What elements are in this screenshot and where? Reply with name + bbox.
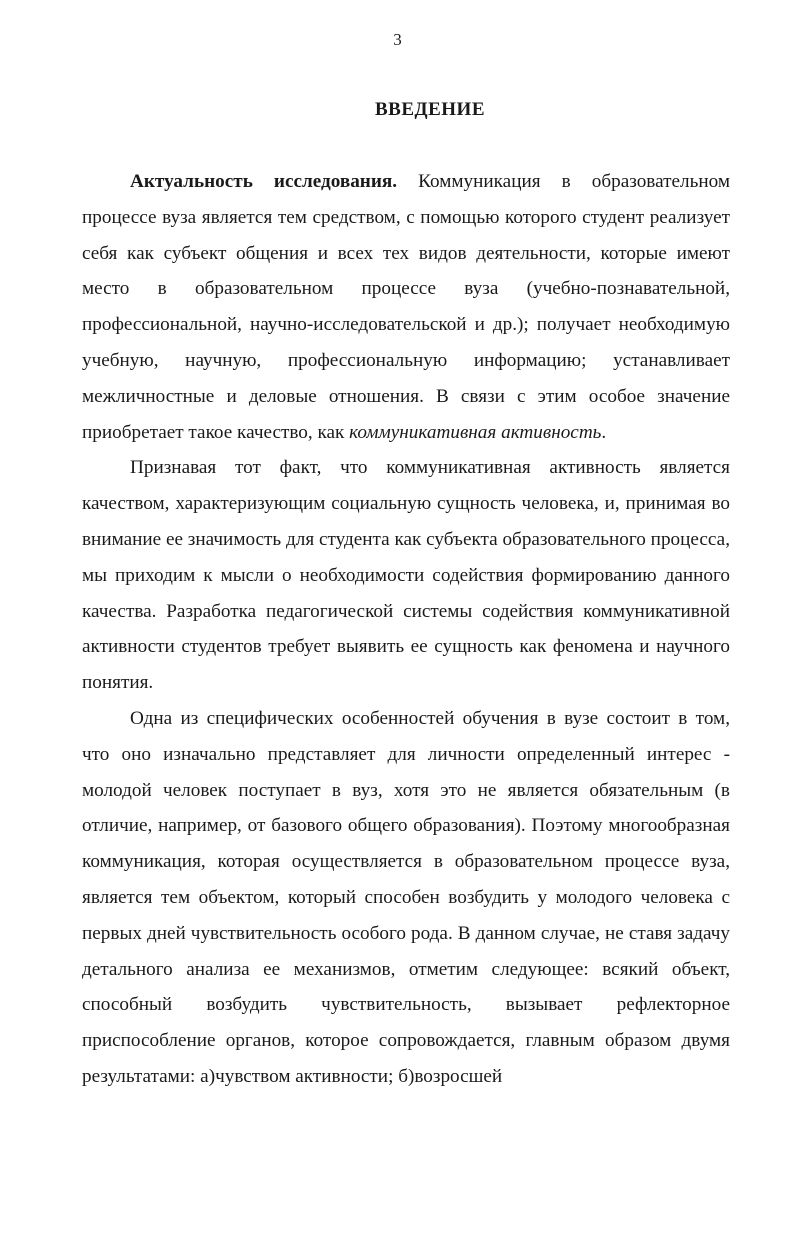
- emphasis-term: коммуникативная активность: [349, 421, 602, 443]
- paragraph-text: Коммуникация в образовательном процессе вуза является тем средством, с помощью которого студент реализует себя как субъект общения и всех тех видов деятельности, которые имеют место в образовательном процессе вуза (учебно-познавательной, профессиональной, научно-исследовательской и др.); получает необходимую учебную, научную, профессиональную информацию; устанавливает межличностные и деловые отношения. В связи с этим особое значение приобретает такое качество, как: [82, 171, 730, 443]
- paragraph-specifics: Одна из специфических особенностей обучения в вузе состоит в том, что оно изначально представляет для личности определенный интерес - молодой человек поступает в вуз, хотя это не является обязательным (в отличие, например, от базового общего образования). Поэтому многообразная коммуникация, которая осуществляется в образовательном процессе вуза, является тем объектом, который способен возбудить у молодого человека с первых дней чувствительность особого рода. В данном случае, не ставя задачу детального анализа ее механизмов, отметим следующее: всякий объект, способный возбудить чувствительность, вызывает рефлекторное приспособление органов, которое сопровождается, главным образом двумя результатами: а)чувством активности; б)возросшей: [82, 707, 730, 1087]
- section-heading: ВВЕДЕНИЕ: [375, 99, 485, 120]
- paragraph-lead: Актуальность исследования.: [130, 171, 398, 192]
- page-number: 3: [393, 30, 402, 49]
- paragraph-tail: .: [601, 421, 607, 443]
- paragraph-relevance: [82, 164, 730, 450]
- paragraph-recognition: Признавая тот факт, что коммуникативная активность является качеством, характеризующим социальную сущность человека, и, принимая во внимание ее значимость для студента как субъекта образовательного процесса, мы приходим к мысли о необходимости содействия формированию данного качества. Разработка педагогической системы содействия коммуникативной активности студентов требует выявить ее сущность как феномена и научного понятия.: [82, 457, 730, 694]
- body-text: [82, 164, 730, 1095]
